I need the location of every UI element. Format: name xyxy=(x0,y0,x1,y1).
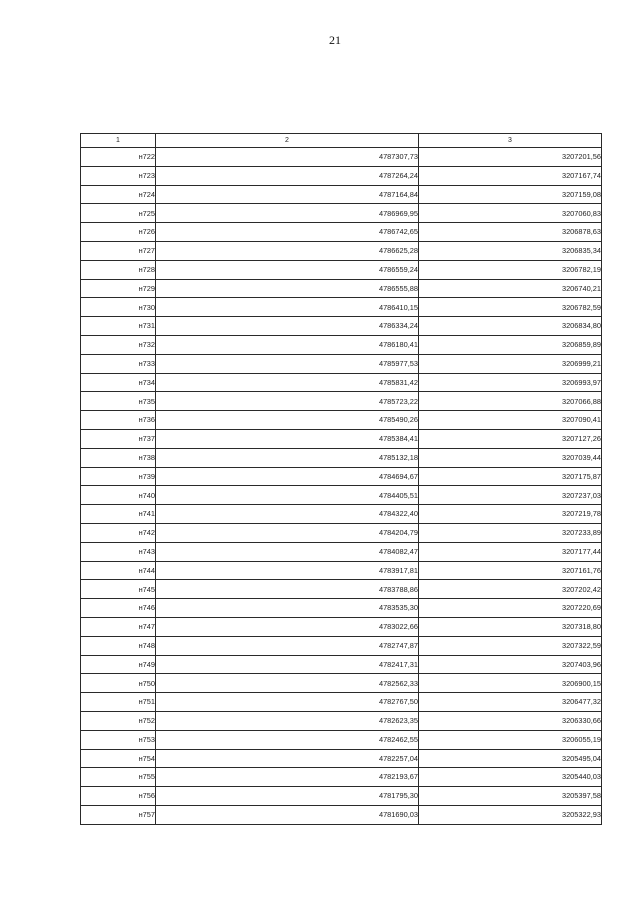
x-coordinate-cell: 4782417,31 xyxy=(156,655,419,674)
table-row xyxy=(81,805,602,824)
point-cell: н729 xyxy=(81,279,156,298)
y-coordinate-cell: 3207039,44 xyxy=(419,448,602,467)
point-cell: н752 xyxy=(81,711,156,730)
x-coordinate-cell: 4786559,24 xyxy=(156,260,419,279)
point-cell: н749 xyxy=(81,655,156,674)
table-body xyxy=(81,148,602,825)
x-coordinate-cell: 4781690,03 xyxy=(156,805,419,824)
x-coordinate-cell: 4787307,73 xyxy=(156,148,419,167)
point-cell: н737 xyxy=(81,429,156,448)
point-cell: н727 xyxy=(81,241,156,260)
y-coordinate-cell: 3206835,34 xyxy=(419,241,602,260)
table-row xyxy=(81,787,602,806)
table-row xyxy=(81,241,602,260)
table-row xyxy=(81,298,602,317)
y-coordinate-cell: 3207161,76 xyxy=(419,561,602,580)
point-cell: н748 xyxy=(81,636,156,655)
point-cell: н733 xyxy=(81,354,156,373)
table-row xyxy=(81,523,602,542)
y-coordinate-cell: 3206477,32 xyxy=(419,693,602,712)
point-cell: н726 xyxy=(81,223,156,242)
y-coordinate-cell: 3206782,59 xyxy=(419,298,602,317)
y-coordinate-cell: 3205322,93 xyxy=(419,805,602,824)
y-coordinate-cell: 3206878,63 xyxy=(419,223,602,242)
x-coordinate-cell: 4783788,86 xyxy=(156,580,419,599)
point-cell: н754 xyxy=(81,749,156,768)
x-coordinate-cell: 4785977,53 xyxy=(156,354,419,373)
y-coordinate-cell: 3207403,96 xyxy=(419,655,602,674)
table-row xyxy=(81,448,602,467)
x-coordinate-cell: 4782257,04 xyxy=(156,749,419,768)
table-row xyxy=(81,636,602,655)
point-cell: н724 xyxy=(81,185,156,204)
y-coordinate-cell: 3207177,44 xyxy=(419,542,602,561)
table-row xyxy=(81,711,602,730)
table-row xyxy=(81,429,602,448)
header-row xyxy=(81,134,602,148)
column-header-2: 2 xyxy=(156,134,419,148)
point-cell: н750 xyxy=(81,674,156,693)
x-coordinate-cell: 4782562,33 xyxy=(156,674,419,693)
y-coordinate-cell: 3207159,08 xyxy=(419,185,602,204)
point-cell: н731 xyxy=(81,317,156,336)
x-coordinate-cell: 4783022,66 xyxy=(156,617,419,636)
table-row xyxy=(81,354,602,373)
table-row xyxy=(81,693,602,712)
table-row xyxy=(81,373,602,392)
point-cell: н740 xyxy=(81,486,156,505)
x-coordinate-cell: 4786969,95 xyxy=(156,204,419,223)
table-row xyxy=(81,655,602,674)
point-cell: н738 xyxy=(81,448,156,467)
y-coordinate-cell: 3206900,15 xyxy=(419,674,602,693)
y-coordinate-cell: 3207066,88 xyxy=(419,392,602,411)
x-coordinate-cell: 4783535,30 xyxy=(156,599,419,618)
point-cell: н736 xyxy=(81,411,156,430)
table-row xyxy=(81,730,602,749)
y-coordinate-cell: 3206782,19 xyxy=(419,260,602,279)
x-coordinate-cell: 4784204,79 xyxy=(156,523,419,542)
x-coordinate-cell: 4784322,40 xyxy=(156,505,419,524)
y-coordinate-cell: 3206993,97 xyxy=(419,373,602,392)
x-coordinate-cell: 4784082,47 xyxy=(156,542,419,561)
table-row xyxy=(81,260,602,279)
point-cell: н756 xyxy=(81,787,156,806)
point-cell: н744 xyxy=(81,561,156,580)
point-cell: н757 xyxy=(81,805,156,824)
point-cell: н742 xyxy=(81,523,156,542)
point-cell: н730 xyxy=(81,298,156,317)
y-coordinate-cell: 3207233,89 xyxy=(419,523,602,542)
y-coordinate-cell: 3207090,41 xyxy=(419,411,602,430)
point-cell: н751 xyxy=(81,693,156,712)
point-cell: н734 xyxy=(81,373,156,392)
y-coordinate-cell: 3206055,19 xyxy=(419,730,602,749)
column-header-3: 3 xyxy=(419,134,602,148)
table-header xyxy=(81,134,602,148)
x-coordinate-cell: 4785723,22 xyxy=(156,392,419,411)
x-coordinate-cell: 4785831,42 xyxy=(156,373,419,392)
y-coordinate-cell: 3206859,89 xyxy=(419,335,602,354)
page-number: 21 xyxy=(329,33,341,47)
y-coordinate-cell: 3207060,83 xyxy=(419,204,602,223)
table-row xyxy=(81,204,602,223)
x-coordinate-cell: 4787164,84 xyxy=(156,185,419,204)
table-row xyxy=(81,467,602,486)
table-row xyxy=(81,617,602,636)
table-row xyxy=(81,411,602,430)
x-coordinate-cell: 4786180,41 xyxy=(156,335,419,354)
x-coordinate-cell: 4782623,35 xyxy=(156,711,419,730)
table-row xyxy=(81,279,602,298)
table-row xyxy=(81,486,602,505)
x-coordinate-cell: 4786410,15 xyxy=(156,298,419,317)
table-row xyxy=(81,561,602,580)
x-coordinate-cell: 4785490,26 xyxy=(156,411,419,430)
x-coordinate-cell: 4781795,30 xyxy=(156,787,419,806)
x-coordinate-cell: 4786742,65 xyxy=(156,223,419,242)
table-row xyxy=(81,166,602,185)
table-row xyxy=(81,599,602,618)
y-coordinate-cell: 3205440,03 xyxy=(419,768,602,787)
y-coordinate-cell: 3205397,58 xyxy=(419,787,602,806)
x-coordinate-cell: 4784694,67 xyxy=(156,467,419,486)
x-coordinate-cell: 4783917,81 xyxy=(156,561,419,580)
table-row xyxy=(81,542,602,561)
y-coordinate-cell: 3207175,87 xyxy=(419,467,602,486)
table-row xyxy=(81,580,602,599)
table-row xyxy=(81,223,602,242)
table-row xyxy=(81,392,602,411)
y-coordinate-cell: 3207322,59 xyxy=(419,636,602,655)
point-cell: н732 xyxy=(81,335,156,354)
point-cell: н755 xyxy=(81,768,156,787)
x-coordinate-cell: 4784405,51 xyxy=(156,486,419,505)
x-coordinate-cell: 4786555,88 xyxy=(156,279,419,298)
x-coordinate-cell: 4782462,55 xyxy=(156,730,419,749)
x-coordinate-cell: 4787264,24 xyxy=(156,166,419,185)
y-coordinate-cell: 3207318,80 xyxy=(419,617,602,636)
point-cell: н746 xyxy=(81,599,156,618)
y-coordinate-cell: 3207127,26 xyxy=(419,429,602,448)
x-coordinate-cell: 4785384,41 xyxy=(156,429,419,448)
point-cell: н735 xyxy=(81,392,156,411)
table-row xyxy=(81,674,602,693)
table-row xyxy=(81,335,602,354)
y-coordinate-cell: 3207237,03 xyxy=(419,486,602,505)
point-cell: н753 xyxy=(81,730,156,749)
column-header-1: 1 xyxy=(81,134,156,148)
point-cell: н728 xyxy=(81,260,156,279)
y-coordinate-cell: 3206834,80 xyxy=(419,317,602,336)
y-coordinate-cell: 3207219,78 xyxy=(419,505,602,524)
table-row xyxy=(81,185,602,204)
point-cell: н739 xyxy=(81,467,156,486)
x-coordinate-cell: 4782747,87 xyxy=(156,636,419,655)
point-cell: н723 xyxy=(81,166,156,185)
y-coordinate-cell: 3207220,69 xyxy=(419,599,602,618)
point-cell: н741 xyxy=(81,505,156,524)
point-cell: н747 xyxy=(81,617,156,636)
y-coordinate-cell: 3207167,74 xyxy=(419,166,602,185)
y-coordinate-cell: 3207202,42 xyxy=(419,580,602,599)
point-cell: н745 xyxy=(81,580,156,599)
x-coordinate-cell: 4782193,67 xyxy=(156,768,419,787)
table-row xyxy=(81,749,602,768)
table-row xyxy=(81,317,602,336)
y-coordinate-cell: 3206330,66 xyxy=(419,711,602,730)
x-coordinate-cell: 4782767,50 xyxy=(156,693,419,712)
table-row xyxy=(81,768,602,787)
point-cell: н722 xyxy=(81,148,156,167)
table-row xyxy=(81,148,602,167)
coordinates-table xyxy=(80,133,602,825)
y-coordinate-cell: 3206999,21 xyxy=(419,354,602,373)
table-row xyxy=(81,505,602,524)
point-cell: н725 xyxy=(81,204,156,223)
y-coordinate-cell: 3206740,21 xyxy=(419,279,602,298)
x-coordinate-cell: 4786334,24 xyxy=(156,317,419,336)
y-coordinate-cell: 3207201,56 xyxy=(419,148,602,167)
x-coordinate-cell: 4786625,28 xyxy=(156,241,419,260)
y-coordinate-cell: 3205495,04 xyxy=(419,749,602,768)
point-cell: н743 xyxy=(81,542,156,561)
x-coordinate-cell: 4785132,18 xyxy=(156,448,419,467)
